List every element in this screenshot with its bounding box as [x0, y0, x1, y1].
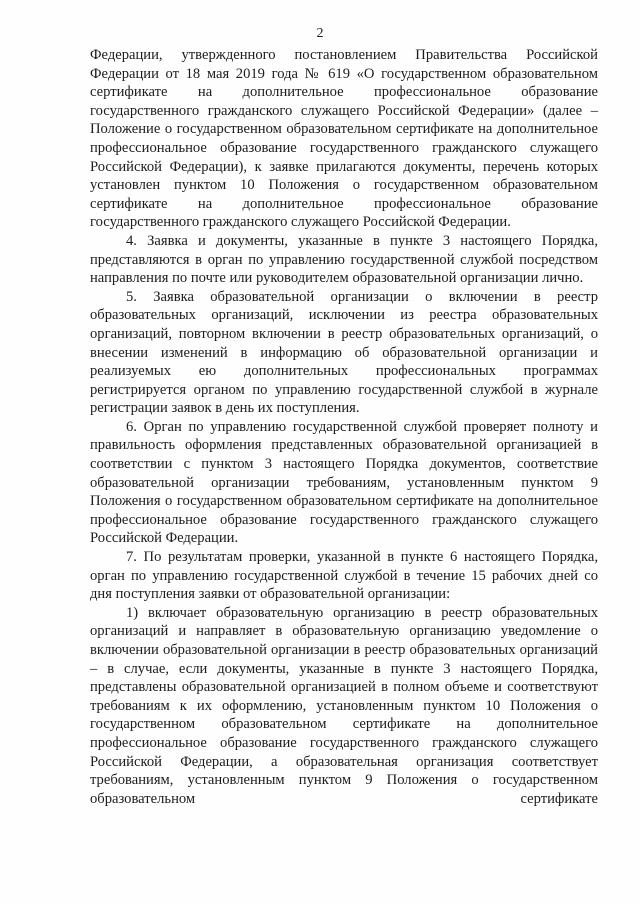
paragraph-continuation: Федерации, утвержденного постановлением Правительства Российской Федерации от 18 мая 2019 года № 619 «О государственном образовательном сертификате на дополнительное профессиональное образование государственного гражданского служащего Российской Федерации» (далее – Положение о государственном образовательном сертификате на дополнительное профессиональное образование государственного гражданского служащего Российской Федерации), к заявке прилагаются документы, перечень которых установлен пунктом 10 Положения о государственном образовательном сертификате на дополнительное профессиональное образование государственного гражданского служащего Российской Федерации. [90, 47, 598, 231]
paragraph-5: 5. Заявка образовательной организации о включении в реестр образовательных организаций, исключении из реестра образовательных организаций, повторном включении в реестр образовательных организаций, о внесении изменений в информацию об образовательной организации и реализуемых ею дополнительных профессиональных программах регистрируется органом по управлению государственной службой в журнале регистрации заявок в день их поступления. [90, 288, 598, 417]
document-body [90, 46, 598, 808]
paragraph-7-item-1: 1) включает образовательную организацию в реестр образовательных организаций и направляет в образовательную организацию уведомление о включении образовательной организации в реестр образовательных организаций – в случае, если документы, указанные в пункте 3 настоящего Порядка, представлены образовательной организацией в полном объеме и соответствуют требованиям к их оформлению, установленным пунктом 10 Положения о государственном образовательном сертификате на дополнительное профессиональное образование государственного гражданского служащего Российской Федерации, а образовательная организация соответствует требованиям, установленным пунктом 9 Положения о государственном образовательном сертификате [90, 604, 598, 807]
paragraph-7: 7. По результатам проверки, указанной в пункте 6 настоящего Порядка, орган по управлению государственной службой в течение 15 рабочих дней со дня поступления заявки от образовательной организации: [90, 549, 598, 603]
paragraph-4: 4. Заявка и документы, указанные в пункте 3 настоящего Порядка, представляются в орган по управлению государственной службой посредством направления по почте или руководителем образовательной организации лично. [90, 232, 598, 287]
paragraph-6: 6. Орган по управлению государственной службой проверяет полноту и правильность оформления представленных образовательной организацией в соответствии с пунктом 3 настоящего Порядка документов, соответствие образовательной организации требованиям, установленным пунктом 9 Положения о государственном образовательном сертификате на дополнительное профессиональное образование государственного гражданского служащего Российской Федерации. [90, 418, 598, 547]
page-number: 2 [316, 26, 324, 41]
